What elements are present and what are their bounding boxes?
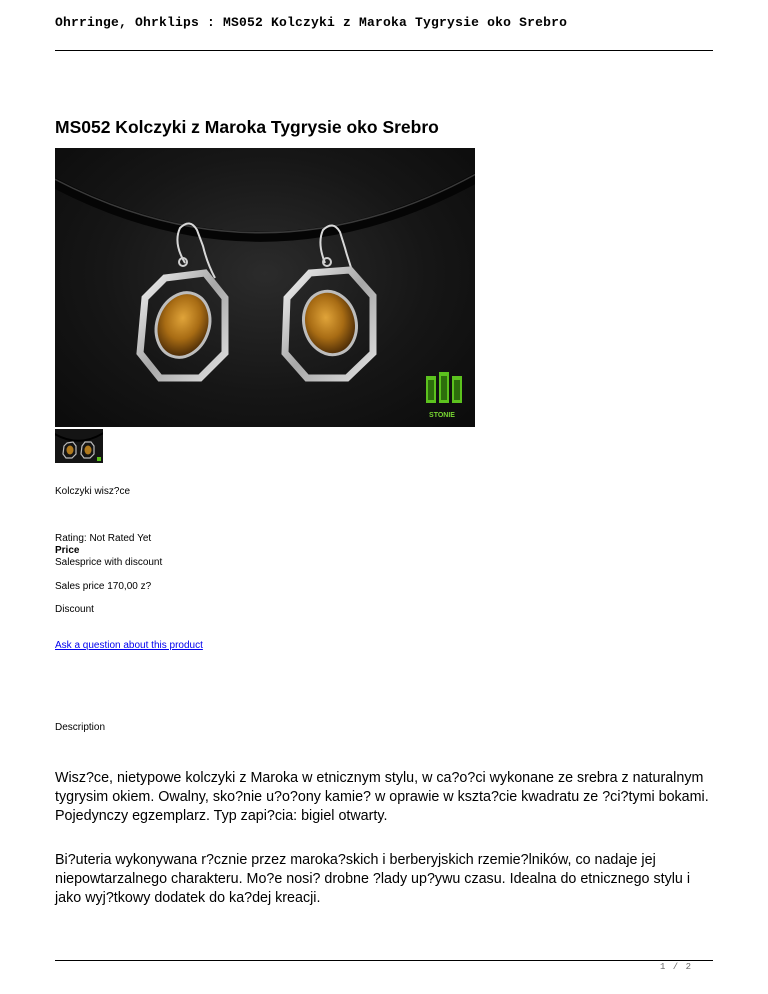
product-thumbnail[interactable] <box>55 429 103 463</box>
salesprice-with-discount: Salesprice with discount <box>55 557 163 568</box>
description-paragraph: Bi?uteria wykonywana r?cznie przez maroka?skich i berberyjskich rzemie?lników, co nadaje jej niepowtarzalnego charakteru. Mo?e nosi? drobne ?lady up?ywu czasu. Idealna do etnicznego stylu i jako wyj?tkowy dodatek do ka?dej kreacji. <box>55 852 691 906</box>
ask-question-link[interactable]: Ask a question about this product <box>55 640 203 651</box>
description-paragraph: Wisz?ce, nietypowe kolczyki z Maroka w etnicznym stylu, w ca?o?ci wykonane ze srebra z naturalnym tygrysim okiem. Owalny, sko?nie u?o?ony kamie? w oprawie w kszta?cie kwadratu ze ?ci?tymi bokami. Pojedynczy egzemplarz. Typ zapi?cia: bigiel otwarty. <box>55 770 709 824</box>
footer-divider <box>55 960 713 961</box>
page-header: Ohrringe, Ohrklips : MS052 Kolczyki z Maroka Tygrysie oko Srebro <box>55 15 568 30</box>
product-category: Kolczyki wisz?ce <box>55 486 131 497</box>
earrings-photo <box>55 148 475 427</box>
description-label: Description <box>55 722 106 733</box>
svg-text:STONIE: STONIE <box>429 412 455 419</box>
sales-price: Sales price 170,00 z? <box>55 581 152 592</box>
brand-logo <box>426 372 462 419</box>
product-rating: Rating: Not Rated Yet <box>55 533 152 544</box>
discount-label: Discount <box>55 604 94 615</box>
product-title: MS052 Kolczyki z Maroka Tygrysie oko Srebro <box>55 117 439 137</box>
page-number: 1 / 2 <box>660 962 693 972</box>
product-main-image[interactable] <box>55 148 475 427</box>
price-label: Price <box>55 545 80 556</box>
header-divider <box>55 50 713 51</box>
